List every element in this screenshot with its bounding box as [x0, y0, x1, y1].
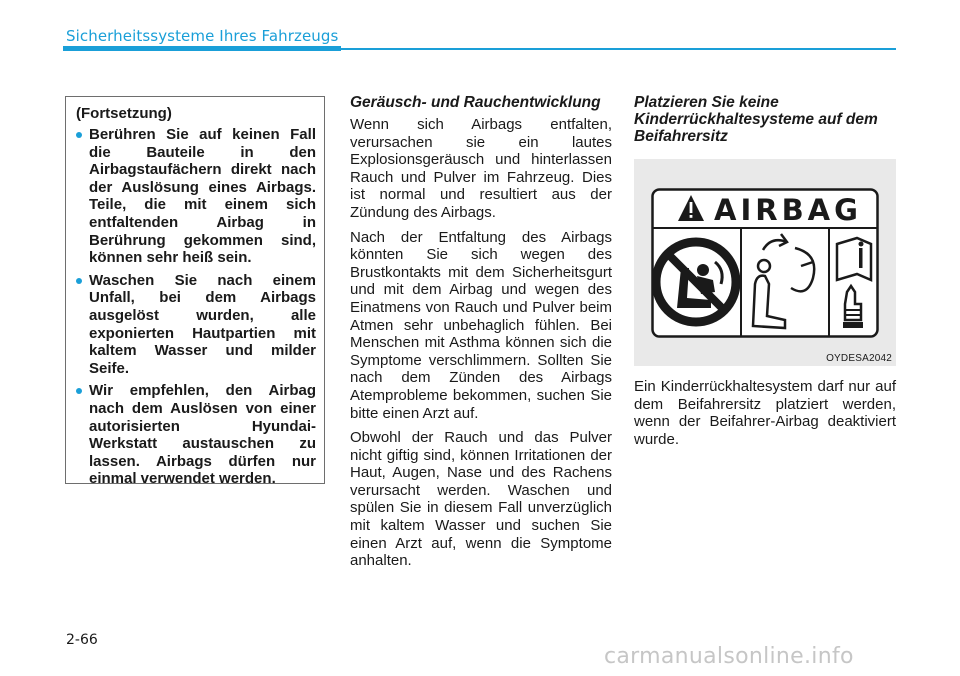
- no-child-seat-icon: [656, 242, 736, 322]
- warning-item: [76, 272, 316, 378]
- bullet-icon: [76, 132, 82, 138]
- header-title: Sicherheitssysteme Ihres Fahrzeugs: [66, 27, 339, 45]
- section-child-seat-title: Platzieren Sie keine Kinderrückhaltesysteme auf dem Beifahrersitz: [634, 94, 878, 145]
- figure-caption: OYDESA2042: [826, 353, 892, 364]
- section-noise-paragraph: Nach der Entfaltung des Airbags könnten Sie sich wegen des Brustkontakts mit dem Sicherheitsgurt und mit dem Airbag und wegen des Einatmens von Rauch und Pulver beim Atmen sehr unbehaglich fühlen. Bei Menschen mit Asthma können sich die Symptome verschlimmern. Sollten Sie nach dem Zünden des Airbags Atemprobleme bekommen, suchen Sie bitte einen Arzt auf.: [350, 228, 612, 422]
- airbag-warning-label-icon: [651, 188, 879, 338]
- warning-item-text: Waschen Sie nach einem Unfall, bei dem Airbags ausgelöst wurden, alle exponierten Hautpartien mit kaltem Wasser und milder Seife.: [89, 271, 316, 377]
- header-rule-thick: [63, 46, 341, 51]
- warning-item-text: Wir empfehlen, den Airbag nach dem Auslösen von einer autorisierten Hyundai-Werkstatt austauschen zu lassen. Airbags dürfen nur einmal verwendet werden.: [89, 382, 316, 488]
- warning-item: [76, 382, 316, 488]
- bullet-icon: [76, 388, 82, 394]
- airbag-label-text: AIRBAG: [714, 193, 862, 227]
- section-child-seat: [634, 94, 896, 150]
- warning-list: [76, 126, 316, 488]
- page-number: 2-66: [66, 632, 98, 648]
- section-noise-title: Geräusch- und Rauchentwicklung: [350, 94, 601, 111]
- airbag-label-figure: [634, 159, 896, 366]
- warning-heading: (Fortsetzung): [76, 105, 172, 122]
- warning-item: [76, 126, 316, 267]
- section-noise-paragraph: Obwohl der Rauch und das Pulver nicht giftig sind, können Irritationen der Haut, Augen, Nase und des Rachens verursacht werden. Waschen und spülen Sie in diesem Fall unverzüglich mit kaltem Wasser und suchen Sie einen Arzt auf, wenn die Symptome anhalten.: [350, 429, 612, 570]
- warning-item-text: Berühren Sie auf keinen Fall die Bauteile in den Airbagstaufächern direkt nach der Auslösung eines Airbags. Teile, die mit einem sich entfaltenden Airbag in Berührung gekommen sind, können sehr heiß sein.: [89, 126, 316, 267]
- watermark[interactable]: carmanualsonline.info: [604, 644, 854, 669]
- warning-box: [65, 96, 325, 488]
- bullet-icon: [76, 278, 82, 284]
- section-noise-paragraph: Wenn sich Airbags entfalten, verursachen sie ein lautes Explosionsgeräusch und hinterlassen Rauch und Pulver im Fahrzeug. Dies ist normal und resultiert aus der Zündung des Airbags.: [350, 116, 612, 221]
- header-rule-thin: [341, 48, 896, 50]
- section-noise: [350, 94, 612, 577]
- section-child-seat-paragraph: Ein Kinderrückhaltesystem darf nur auf dem Beifahrersitz platziert werden, wenn der Beifahrer-Airbag deaktiviert wurde.: [634, 378, 896, 448]
